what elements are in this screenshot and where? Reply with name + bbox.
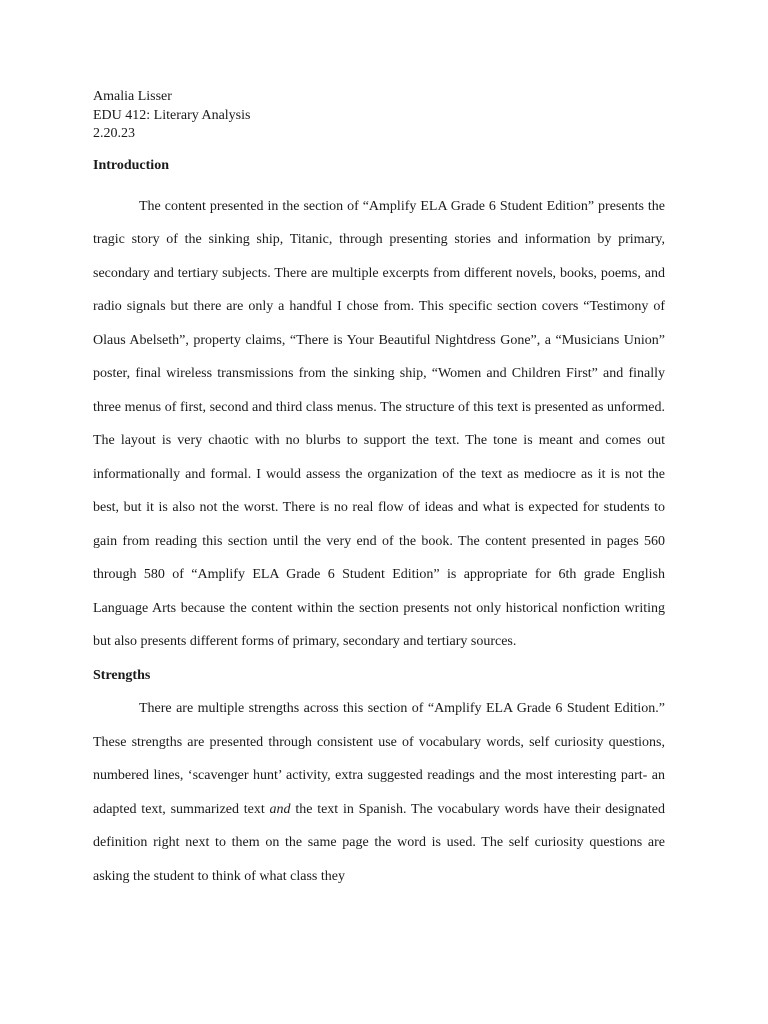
introduction-heading: Introduction <box>93 157 169 173</box>
strengths-heading: Strengths <box>93 667 151 683</box>
strengths-italic-word: and <box>269 801 291 817</box>
author-name: Amalia Lisser <box>93 89 172 104</box>
strengths-text-part2: the text in Spanish. The vocabulary words have their designated definition right next to them on the same page the word is used. The self curiosity questions are asking the student to think of what class they <box>93 801 665 884</box>
introduction-paragraph: The content presented in the section of “Amplify ELA Grade 6 Student Edition” presents the tragic story of the sinking ship, Titanic, through presenting stories and information by primary, secondary and tertiary subjects. There are multiple excerpts from different novels, books, poems, and radio signals but there are only a handful I chose from. This specific section covers “Testimony of Olaus Abelseth”, property claims, “There is Your Beautiful Nightdress Gone”, a “Musicians Union” poster, final wireless transmissions from the sinking ship, “Women and Children First” and finally three menus of first, second and third class menus. The structure of this text is presented as unformed. The layout is very chaotic with no blurbs to support the text. The tone is meant and comes out informationally and formal. I would assess the organization of the text as mediocre as it is not the best, but it is also not the worst. There is no real flow of ideas and what is expected for students to gain from reading this section until the very end of the book. The content presented in pages 560 through 580 of “Amplify ELA Grade 6 Student Edition” is appropriate for 6th grade English Language Arts because the content within the section presents not only historical nonfiction writing but also presents different forms of primary, secondary and tertiary sources. <box>93 198 665 649</box>
strengths-text-part1: There are multiple strengths across this section of “Amplify ELA Grade 6 Student Edition.” These strengths are presented through consistent use of vocabulary words, self curiosity questions, numbered lines, ‘scavenger hunt’ activity, extra suggested readings and the most interesting part- an adapted text, summarized text <box>93 701 665 817</box>
course-title: EDU 412: Literary Analysis <box>93 107 251 123</box>
document-page <box>93 88 665 893</box>
strengths-paragraph <box>93 692 665 893</box>
document-date: 2.20.23 <box>93 126 135 141</box>
